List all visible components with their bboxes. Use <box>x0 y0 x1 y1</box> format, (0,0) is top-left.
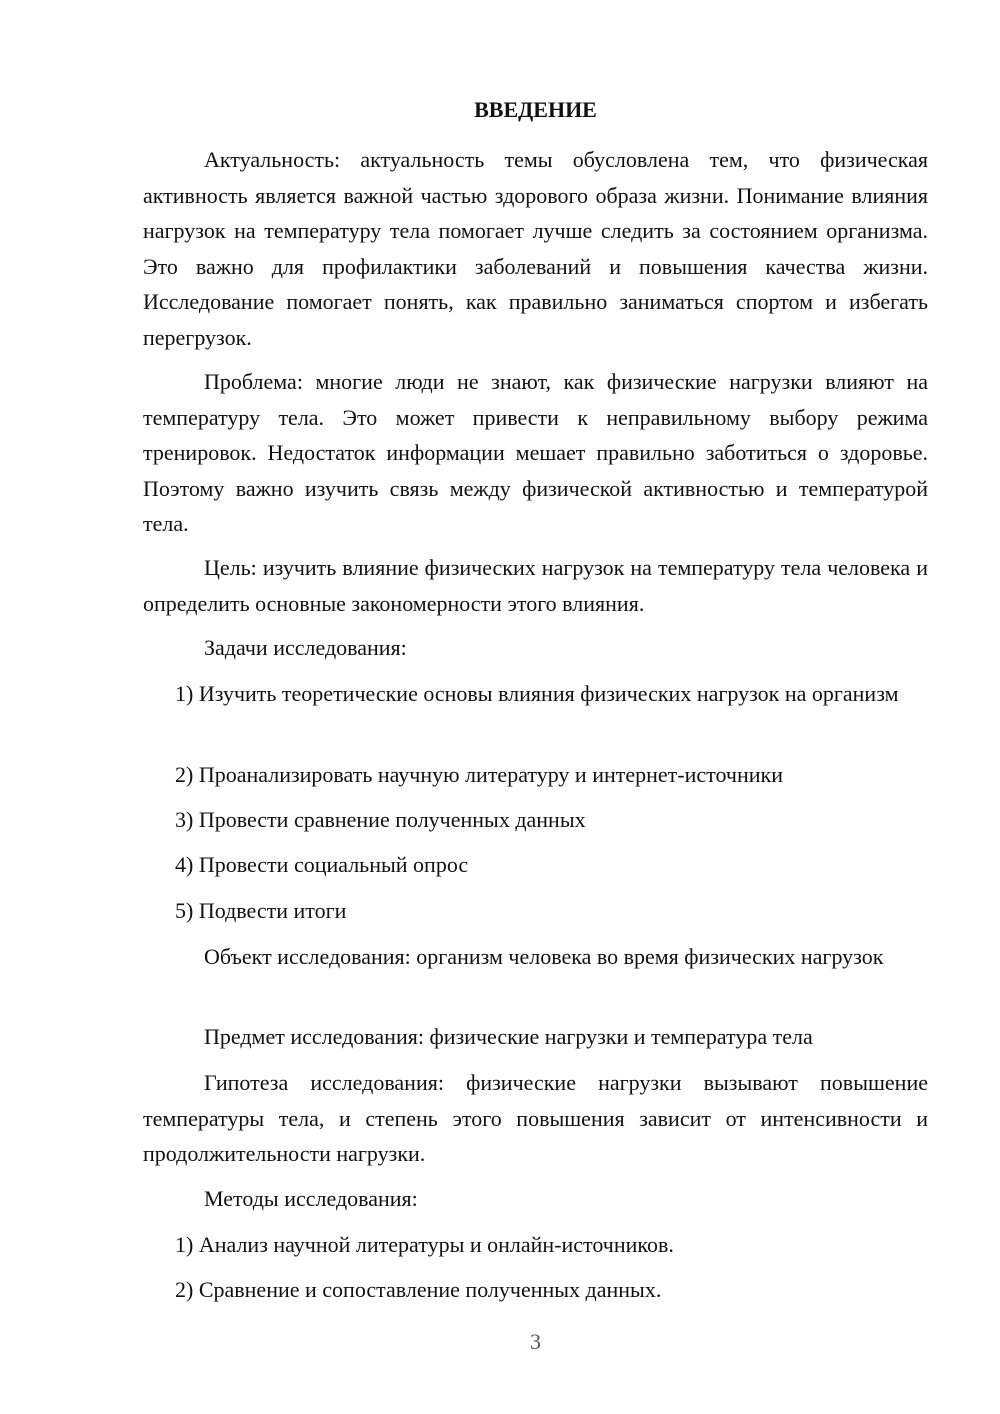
subject-paragraph: Предмет исследования: физические нагрузки и температура тела <box>204 1024 813 1049</box>
task-item: 2) Проанализировать научную литературу и интернет-источники <box>175 762 783 787</box>
method-item: 1) Анализ научной литературы и онлайн-источников. <box>175 1232 674 1257</box>
task-item: 1) Изучить теоретические основы влияния физических нагрузок на организм <box>175 681 899 706</box>
task-item: 3) Провести сравнение полученных данных <box>175 807 586 832</box>
tasks-heading: Задачи исследования: <box>204 635 407 660</box>
relevance-paragraph: Актуальность: актуальность темы обусловлена тем, что физическая активность является важной частью здорового образа жизни. Понимание влияния нагрузок на температуру тела помогает лучше следить за состоянием организма. Это важно для профилактики заболеваний и повышения качества жизни. Исследование помогает понять, как правильно заниматься спортом и избегать перегрузок. <box>143 147 928 350</box>
task-item: 5) Подвести итоги <box>175 898 347 923</box>
task-item: 4) Провести социальный опрос <box>175 852 469 877</box>
object-paragraph: Объект исследования: организм человека во время физических нагрузок <box>204 944 884 969</box>
section-heading: ВВЕДЕНИЕ <box>474 97 597 122</box>
method-item: 2) Сравнение и сопоставление полученных данных. <box>175 1277 662 1302</box>
problem-paragraph: Проблема: многие люди не знают, как физические нагрузки влияют на температуру тела. Это может привести к неправильному выбору режима тренировок. Недостаток информации мешает правильно заботиться о здоровье. Поэтому важно изучить связь между физической активностью и температурой тела. <box>143 369 928 536</box>
hypothesis-paragraph: Гипотеза исследования: физические нагрузки вызывают повышение температуры тела, и степень этого повышения зависит от интенсивности и продолжительности нагрузки. <box>143 1070 928 1166</box>
methods-heading: Методы исследования: <box>204 1186 418 1211</box>
page-number: 3 <box>530 1329 541 1354</box>
goal-paragraph: Цель: изучить влияние физических нагрузок на температуру тела человека и определить основные закономерности этого влияния. <box>143 555 928 616</box>
